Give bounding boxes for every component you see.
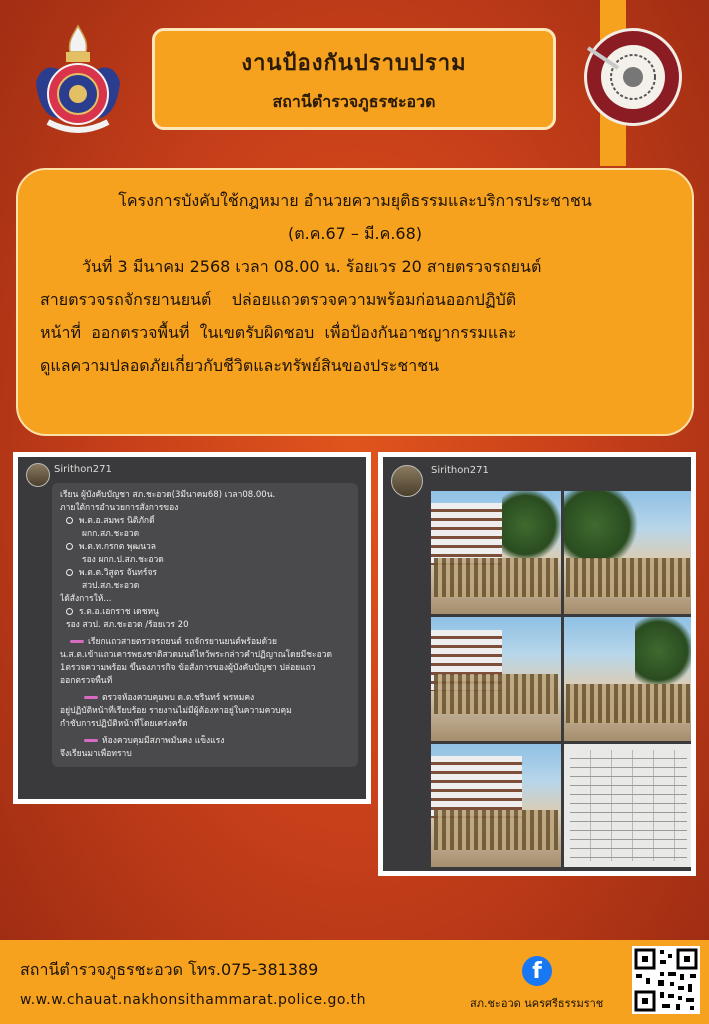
project-period: (ต.ค.67 – มี.ค.68) bbox=[287, 224, 423, 243]
chat-line: เรียน ผู้บังคับบัญชา สภ.ชะอวด(3มีนาคม68) เวลา08.00น. bbox=[60, 490, 276, 500]
pink-dash-icon bbox=[70, 640, 84, 643]
chat-line: ผกก.สภ.ชะอวด bbox=[82, 529, 140, 539]
chat-line: อยู่ปฏิบัติหน้าที่เรียบร้อย รายงานไม่มีผู้ต้องหาอยู่ในความควบคุม bbox=[60, 706, 292, 716]
qr-code-graphic bbox=[632, 946, 700, 1014]
footer-website-link[interactable]: w.w.w.chauat.nakhonsithammarat.police.go.th bbox=[20, 992, 367, 1008]
parade-photo[interactable] bbox=[431, 491, 561, 614]
chat-line: 1ตรวจความพร้อม ขึ้นจงภารกิจ ข้อสั่งการของผู้บังคับบัญชา ปล่อยแถว bbox=[60, 663, 316, 673]
chat-line: รอง ผกก.ป.สภ.ชะอวด bbox=[82, 555, 164, 565]
chat-line: จึงเรียนมาเพื่อทราบ bbox=[60, 749, 132, 759]
parade-photo[interactable] bbox=[431, 744, 561, 867]
photo-grid bbox=[431, 491, 691, 867]
qr-code-icon[interactable] bbox=[632, 946, 700, 1014]
announcement-text-line: สายตรวจรถจักรยานยนต์ ปล่อยแถวตรวจความพร้อมก่อนออกปฏิบัติ bbox=[40, 290, 517, 309]
footer-station-phone: สถานีตำรวจภูธรชะอวด โทร.075-381389 bbox=[20, 960, 319, 979]
chat-line: สวป.สภ.ชะอวด bbox=[82, 581, 140, 591]
bullet-circle-icon bbox=[66, 517, 73, 524]
announcement-panel bbox=[16, 168, 694, 436]
avatar bbox=[391, 465, 423, 497]
chat-line: พ.ต.ท.กรกต พุฒนวล bbox=[79, 542, 156, 552]
bullet-circle-icon bbox=[66, 608, 73, 615]
chat-line: รอง สวป. สภ.ชะอวด /ร้อยเวร 20 bbox=[66, 620, 189, 630]
chat-line: น.ส.ต.เข้าแถวเคารพธงชาติสวดมนต์ไหว้พระกล่าวคำปฏิญาณโดยมีชะอวด bbox=[60, 650, 333, 660]
avatar bbox=[26, 463, 50, 487]
chauat-station-seal-icon bbox=[582, 26, 684, 128]
chat-line: ภายใต้การอำนวยการสั่งการของ bbox=[60, 503, 179, 513]
bullet-circle-icon bbox=[66, 543, 73, 550]
chat-line: ห้องควบคุมมีสภาพมั่นคง แข็งแรง bbox=[102, 736, 225, 746]
announcement-text-line: ดูแลความปลอดภัยเกี่ยวกับชีวิตและทรัพย์สินของประชาชน bbox=[40, 356, 440, 375]
chat-screenshot-left bbox=[13, 452, 371, 804]
chat-line: พ.ต.ต.วิสูตร จันทร์จร bbox=[79, 568, 158, 578]
chat-line: ออกตรวจพื้นที่ bbox=[60, 676, 113, 686]
facebook-icon[interactable]: f bbox=[522, 956, 552, 986]
announcement-text-line: หน้าที่ ออกตรวจพื้นที่ ในเขตรับผิดชอบ เพื่อป้องกันอาชญากรรมและ bbox=[40, 323, 517, 342]
parade-photo[interactable] bbox=[431, 617, 561, 740]
bullet-circle-icon bbox=[66, 569, 73, 576]
pink-dash-icon bbox=[84, 696, 98, 699]
chat-line: พ.ต.อ.สมพร นิติภักดิ์ bbox=[79, 516, 155, 526]
police-emblem-logo bbox=[28, 22, 128, 140]
page-subtitle: สถานีตำรวจภูธรชะอวด bbox=[272, 92, 436, 111]
chat-line: เรียกแถวสายตรวจรถยนต์ รถจักรยานยนต์พร้อมด้วย bbox=[88, 637, 277, 647]
pink-dash-icon bbox=[84, 739, 98, 742]
header-title-box bbox=[152, 28, 556, 130]
facebook-page-label[interactable]: สภ.ชะอวด นครศรีธรรมราช bbox=[470, 997, 604, 1010]
chat-line: กำชับการปฏิบัติหน้าที่โดยเคร่งครัด bbox=[60, 719, 188, 729]
announcement-text-line: วันที่ 3 มีนาคม 2568 เวลา 08.00 น. ร้อยเวร 20 สายตรวจรถยนต์ bbox=[82, 257, 542, 276]
station-seal-logo bbox=[582, 26, 684, 128]
chat-line: ตรวจห้องควบคุมพบ ด.ต.ชรินทร์ พรหมคง bbox=[102, 693, 255, 703]
royal-thai-police-emblem-icon bbox=[28, 22, 128, 140]
chat-username: Sirithon271 bbox=[54, 464, 112, 475]
chat-message-bubble bbox=[52, 483, 358, 767]
project-title: โครงการบังคับใช้กฎหมาย อำนวยความยุติธรรมและบริการประชาชน bbox=[118, 191, 592, 210]
parade-photo[interactable] bbox=[564, 491, 692, 614]
chat-username: Sirithon271 bbox=[431, 465, 489, 476]
chat-screenshot-right bbox=[378, 452, 696, 876]
page-title: งานป้องกันปราบปราม bbox=[241, 51, 467, 76]
chat-line: ได้สั่งการให้... bbox=[60, 594, 112, 604]
logbook-photo[interactable] bbox=[564, 744, 692, 867]
parade-photo[interactable] bbox=[564, 617, 692, 740]
chat-line: ร.ต.อ.เอกราช เดชหนู bbox=[79, 607, 159, 617]
